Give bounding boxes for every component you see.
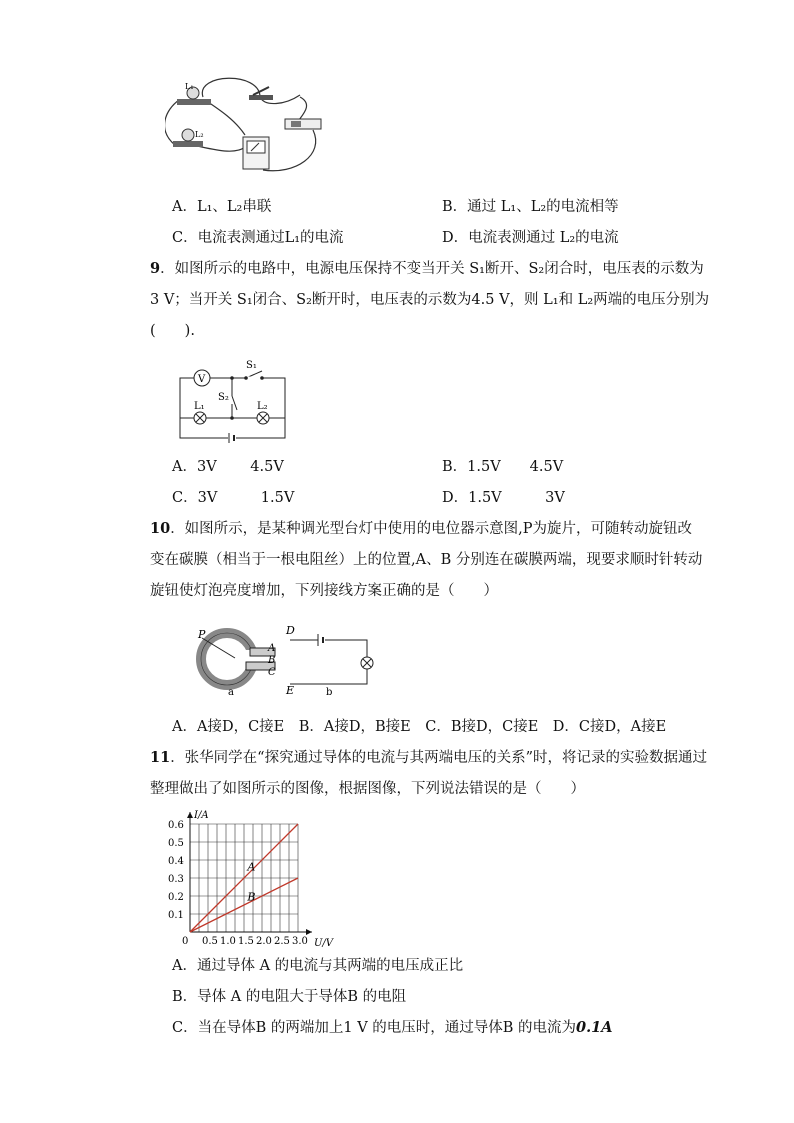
x-axis-label: U/V [314, 938, 334, 949]
q10-stem-line2: 变在碳膜（相当于一根电阻丝）上的位置,A、B 分别连在碳膜两端，现要求顺时针转动 [150, 552, 703, 568]
q10-potentiometer-figure [180, 622, 390, 700]
q9-stem-line3: ( ). [150, 323, 195, 339]
q8-fig-l1-label: L₁ [185, 82, 194, 91]
q10-b-label: B [268, 655, 276, 666]
q9-s2-label: S₂ [218, 392, 229, 403]
q10-c-label: C [268, 667, 276, 678]
q11-iu-chart [162, 804, 352, 952]
q9-number: 9 [150, 260, 161, 277]
series-label-a: A [247, 860, 256, 874]
y-tick-label: 0.1 [168, 910, 184, 921]
q8-option-c[interactable]: C．电流表测通过L₁的电流 [172, 230, 344, 246]
q8-option-d[interactable]: D．电流表测通过 L₂的电流 [442, 230, 619, 246]
y-tick-label: 0.2 [168, 892, 184, 903]
q9-l2-label: L₂ [257, 401, 268, 412]
q10-caption-b: b [326, 687, 333, 698]
x-tick-label: 1.5 [238, 936, 254, 947]
q9-voltmeter-label: V [198, 374, 206, 385]
q11-stem-line1: 11．张华同学在“探究通过导体的电流与其两端电压的关系”时，将记录的实验数据通过 [150, 749, 708, 766]
q9-stem-line1: 9．如图所示的电路中，电源电压保持不变当开关 S₁断开、S₂闭合时，电压表的示数为 [150, 260, 704, 277]
q10-d-label: D [286, 624, 295, 637]
q9-circuit-diagram [170, 356, 295, 446]
q9-option-a[interactable]: A．3V 4.5V [172, 459, 284, 475]
q9-l1-label: L₁ [194, 401, 205, 412]
q10-stem-line1: 10．如图所示，是某种调光型台灯中使用的电位器示意图,P为旋片，可随转动旋钮改 [150, 520, 693, 537]
q9-option-b[interactable]: B．1.5V 4.5V [442, 459, 564, 475]
q10-e-label: E [286, 684, 295, 697]
q9-s1-label: S₁ [246, 360, 257, 371]
q9-stem-line2: 3 V；当开关 S₁闭合、S₂断开时，电压表的示数为4.5 V，则 L₁和 L₂两端的电压分别为 [150, 292, 710, 308]
q8-fig-l2-label: L₂ [195, 130, 204, 139]
y-axis-label: I/A [194, 810, 209, 821]
q9-option-d[interactable]: D．1.5V 3V [442, 490, 565, 506]
y-tick-label: 0.5 [168, 838, 184, 849]
series-label-b: B [247, 890, 256, 904]
x-tick-label: 2.0 [256, 936, 272, 947]
q8-circuit-figure [165, 75, 335, 185]
q11-number: 11 [150, 749, 171, 766]
x-tick-label: 1.0 [220, 936, 236, 947]
q11-option-b[interactable]: B．导体 A 的电阻大于导体B 的电阻 [172, 989, 407, 1005]
q10-number: 10 [150, 520, 171, 537]
y-tick-label: 0.4 [168, 856, 184, 867]
q10-p-label: P [198, 628, 206, 641]
x-tick-label: 3.0 [292, 936, 308, 947]
q10-a-label: A [268, 643, 276, 654]
y-axis-arrow [187, 812, 193, 818]
q10-options[interactable]: A．A接D，C接E B．A接D，B接E C．B接D，C接E D．C接D，A接E [172, 719, 667, 735]
q11-option-c-value: 0.1A [576, 1019, 613, 1036]
y-tick-label: 0.3 [168, 874, 184, 885]
q10-caption-a: a [228, 687, 234, 698]
q11-stem-line2: 整理做出了如图所示的图像，根据图像，下列说法错误的是（ ） [150, 781, 585, 797]
q11-option-a[interactable]: A．通过导体 A 的电流与其两端的电压成正比 [172, 958, 464, 974]
q8-option-a[interactable]: A．L₁、L₂串联 [172, 199, 272, 215]
x-tick-label: 0 [182, 936, 189, 947]
y-tick-label: 0.6 [168, 820, 184, 831]
x-axis-arrow [306, 929, 312, 935]
q9-option-c[interactable]: C．3V 1.5V [172, 490, 295, 506]
x-tick-label: 2.5 [274, 936, 290, 947]
x-tick-label: 0.5 [202, 936, 218, 947]
q11-option-c[interactable]: C．当在导体B 的两端加上1 V 的电压时，通过导体B 的电流为0.1A [172, 1019, 613, 1036]
q10-stem-line3: 旋钮使灯泡亮度增加，下列接线方案正确的是（ ） [150, 583, 498, 599]
q8-option-b[interactable]: B．通过 L₁、L₂的电流相等 [442, 199, 619, 215]
